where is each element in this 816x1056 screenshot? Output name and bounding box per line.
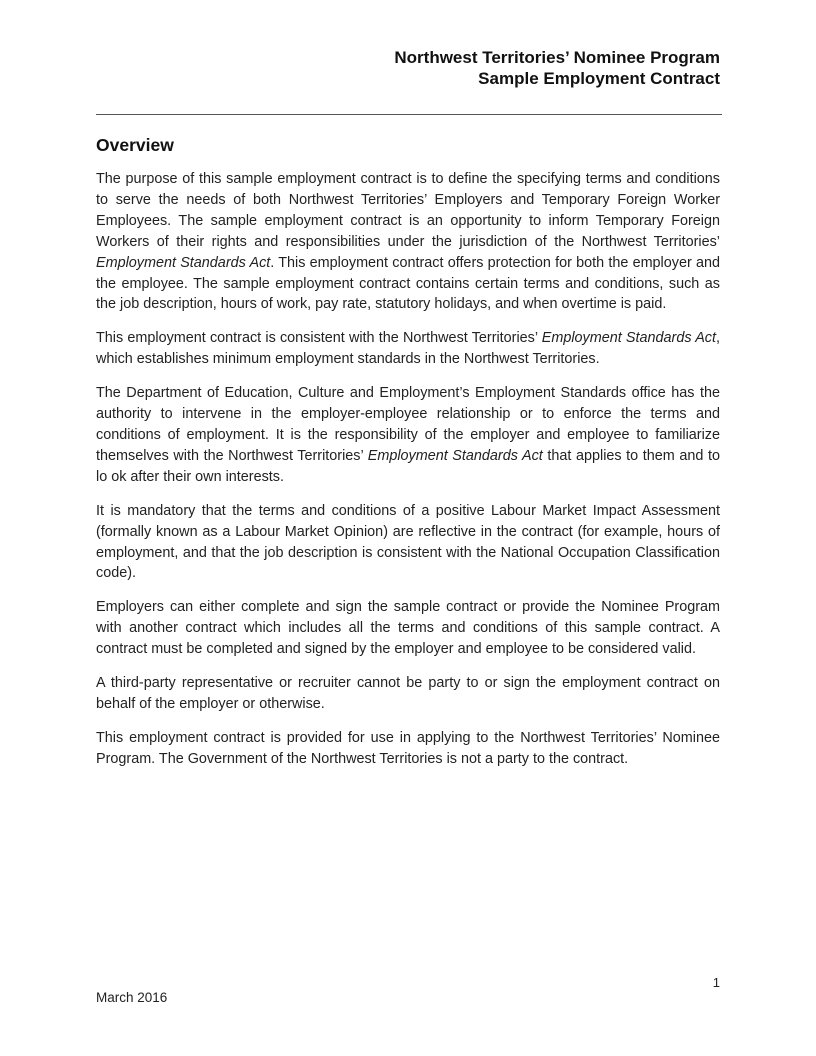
overview-paragraph-7: This employment contract is provided for use in applying to the Northwest Territories’ Nominee Program. The Government of the Northwest Territories is not a party to the contract. [96,729,720,767]
paragraph-text: . This employment contract offers protection for both the employer and the employee. The sample employment contract contains certain terms and conditions, such as the job description, hours of work, pay rate, statutory holidays, and when overtime is paid. [96,254,720,313]
paragraph-text: , which establishes minimum employment standards in the Northwest Territories. [96,330,720,368]
overview-paragraph-3 [96,383,720,488]
paragraph-text: This employment contract is consistent with the Northwest Territories’ [96,330,542,347]
overview-paragraph-4: It is mandatory that the terms and conditions of a positive Labour Market Impact Assessment (formally known as a Labour Market Opinion) are reflective in the contract (for example, hours of employment, and that the job description is consistent with the National Occupation Classification code). [96,502,720,582]
document-title: Sample Employment Contract [478,69,720,88]
overview-paragraph-6: A third-party representative or recruiter cannot be party to or sign the employment contract on behalf of the employer or otherwise. [96,675,720,712]
act-name: Employment Standards Act [96,254,271,271]
overview-heading: Overview [96,135,174,155]
header-divider [96,114,722,115]
page-number: 1 [712,975,720,990]
overview-paragraph-5: Employers can either complete and sign the sample contract or provide the Nominee Program with another contract which includes all the terms and conditions of this sample contract. A contract must be completed and signed by the employer and employee to be considered valid. [96,599,720,658]
act-name: Employment Standards Act [541,330,716,347]
paragraph-text: The Department of Education, Culture and Employment’s Employment Standards office has the authority to intervene in the employer-employee relationship or to enforce the terms and conditions of employment. It is the responsibility of the employer and employee to familiarize themselves with the Northwest Territories’ [96,385,720,464]
document-body [96,134,720,783]
paragraph-text: that applies to them and to lo ok after their own interests. [96,447,720,485]
document-header [394,47,720,89]
program-title: Northwest Territories’ Nominee Program [394,48,720,67]
act-name: Employment Standards Act [367,447,543,464]
paragraph-text: The purpose of this sample employment contract is to define the specifying terms and conditions to serve the needs of both Northwest Territories’ Employers and Temporary Foreign Worker Employees. The sample employment contract is an opportunity to inform Temporary Foreign Workers of their rights and responsibilities under the jurisdiction of the Northwest Territories’ [96,171,720,250]
footer-date: March 2016 [96,990,168,1005]
overview-paragraph-2 [96,328,720,370]
overview-paragraph-1 [96,169,720,315]
